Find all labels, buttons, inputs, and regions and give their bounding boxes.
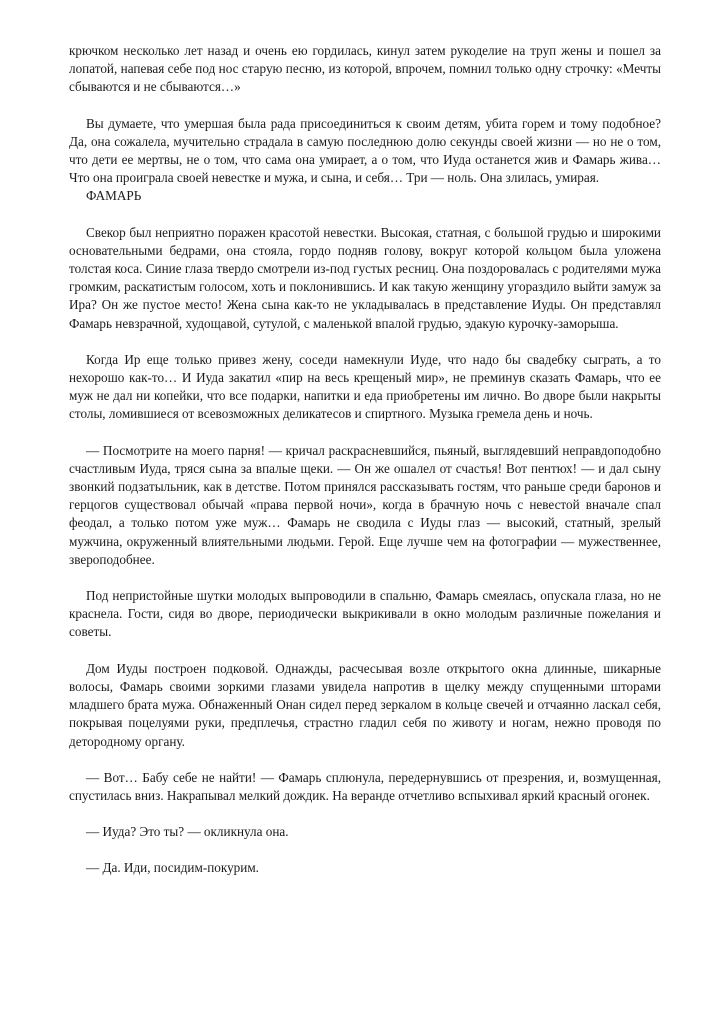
paragraph-3: Свекор был неприятно поражен красотой невестки. Высокая, статная, с большой грудью и широкими основательными бедрами, она стояла, гордо подняв голову, вокруг которой кольцом была уложена толстая коса. Синие глаза твердо смотрели из-под густых ресниц. Она поздоровалась с родителями мужа громким, раскатистым голосом, хоть и поклонившись. И как такую женщину угораздило выйти замуж за Ира? Он же пустое место! Жена сына как-то не укладывалась в представление Иуды. Он представлял Фамарь невзрачной, худощавой, сутулой, с маленькой впалой грудью, эдакую курочку-заморыша. <box>69 224 661 331</box>
paragraph-2: Вы думаете, что умершая была рада присоединиться к своим детям, убита горем и тому подобное? Да, она сожалела, мучительно страдала в самую последнюю долю секунды своей жизни — но не о том, что дети ее мертвы, не о том, что сама она умирает, а о том, что Иуда останется жив и Фамарь жива… Что она проиграла своей невестке и мужа, и сына, и себя… Три — ноль. Она злилась, умирая. <box>69 115 661 186</box>
paragraph-5: — Посмотрите на моего парня! — кричал раскрасневшийся, пьяный, выглядевший неправдоподобно счастливым Иуда, тряся сына за впалые щеки. — Он же ошалел от счастья! Вот пентюх! — и дал сыну звонкий подзатыльник, как в детстве. Потом принялся рассказывать гостям, что раньше среди баронов и герцогов существовал обычай «права первой ночи», когда в брачную ночь с невестой вначале спал феодал, а только потом уже муж… Фамарь не сводила с Иуды глаз — высокий, статный, зрелый мужчина, окруженный влиятельными людьми. Герой. Еще лучше чем на фотографии — мужественнее, звероподобнее. <box>69 442 661 567</box>
paragraph-8: — Вот… Бабу себе не найти! — Фамарь сплюнула, передернувшись от презрения, и, возмущенная, спустилась вниз. Накрапывал мелкий дождик. На веранде отчетливо вспыхивал яркий красный огонек. <box>69 769 661 803</box>
document-page <box>69 42 661 896</box>
paragraph-7: Дом Иуды построен подковой. Однажды, расчесывая возле открытого окна длинные, шикарные волосы, Фамарь своими зоркими глазами увидела напротив в щелку между спущенными шторами младшего брата мужа. Обнаженный Онан сидел перед зеркалом в кольце свечей и отчаянно ласкал себя, покрывая поцелуями руки, предплечья, страстно гладил себя по животу и ногам, нежно проводя по детородному органу. <box>69 660 661 749</box>
paragraph-10: — Да. Иди, посидим-покурим. <box>86 860 259 876</box>
paragraph-1: крючком несколько лет назад и очень ею гордилась, кинул затем рукоделие на труп жены и пошел за лопатой, напевая себе под нос старую песню, из которой, впрочем, помнил только одну строчку: «Мечты сбываются и не сбываются…» <box>69 43 661 95</box>
paragraph-6: Под непристойные шутки молодых выпроводили в спальню, Фамарь смеялась, опускала глаза, но не краснела. Гости, сидя во дворе, периодически выкрикивали в окно молодым различные пожелания и советы. <box>69 588 661 640</box>
chapter-heading: ФАМАРЬ <box>86 188 142 204</box>
paragraph-4: Когда Ир еще только привез жену, соседи намекнули Иуде, что надо бы свадебку сыграть, а то нехорошо как-то… И Иуда закатил «пир на весь крещеный мир», не преминув сказать Фамарь, что ее муж не дал ни копейки, что все подарки, напитки и еда приобретены им лично. Во дворе были накрыты столы, ломившиеся от всевозможных деликатесов и спиртного. Музыка гремела день и ночь. <box>69 351 661 422</box>
paragraph-9: — Иуда? Это ты? — окликнула она. <box>86 824 289 840</box>
